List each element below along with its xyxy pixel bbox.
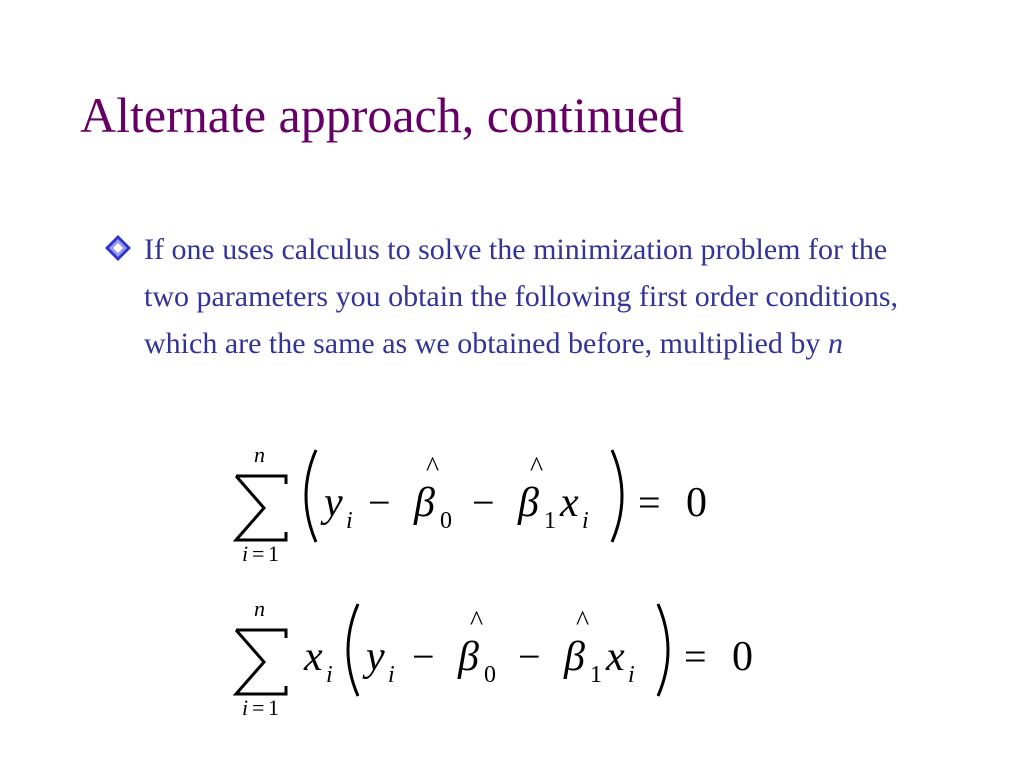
summation-icon xyxy=(236,476,286,540)
sum-upper-limit: n xyxy=(254,442,265,467)
hat-icon: ^ xyxy=(576,606,590,637)
var-beta0: β xyxy=(414,480,435,526)
summation-icon xyxy=(236,630,286,694)
equation-2 xyxy=(228,590,788,730)
right-paren xyxy=(612,450,622,542)
bullet-emphasis: n xyxy=(827,327,843,360)
sum-lower-index: i xyxy=(242,695,249,720)
diamond-bullet-icon xyxy=(104,234,132,262)
minus-sign: − xyxy=(412,634,435,679)
var-beta0-sub: 0 xyxy=(484,662,496,688)
var-beta1: β xyxy=(518,480,539,526)
var-y: y xyxy=(366,634,385,680)
var-beta1-sub: 1 xyxy=(544,508,556,534)
sum-lower-start: 1 xyxy=(268,695,279,720)
bullet-item xyxy=(104,226,964,367)
hat-icon: ^ xyxy=(426,452,440,483)
hat-icon: ^ xyxy=(470,606,484,637)
var-y-sub: i xyxy=(388,662,395,688)
var-x: x xyxy=(560,480,579,526)
var-beta0-sub: 0 xyxy=(440,508,452,534)
sum-lower-equals: = xyxy=(252,695,265,720)
equation-1 xyxy=(228,436,748,576)
minus-sign: − xyxy=(368,480,391,525)
var-beta1: β xyxy=(564,634,585,680)
var-x-sub: i xyxy=(582,508,589,534)
left-paren xyxy=(306,450,316,542)
slide-title: Alternate approach, continued xyxy=(80,87,684,143)
prefix-var-x-sub: i xyxy=(326,662,333,688)
var-beta1-sub: 1 xyxy=(590,662,602,688)
prefix-var-x: x xyxy=(304,634,323,680)
rhs-zero: 0 xyxy=(732,634,753,680)
var-beta0: β xyxy=(458,634,479,680)
minus-sign: − xyxy=(518,634,541,679)
rhs-zero: 0 xyxy=(686,480,707,526)
var-x: x xyxy=(606,634,625,680)
bullet-text xyxy=(144,226,904,367)
left-paren xyxy=(348,604,358,696)
bullet-body: If one uses calculus to solve the minimization problem for the two parameters you obtain the following first order conditions, which are the same as we obtained before, multiplied by xyxy=(144,233,898,360)
sum-lower-start: 1 xyxy=(268,541,279,566)
equals-sign: = xyxy=(638,480,661,525)
hat-icon: ^ xyxy=(530,452,544,483)
sum-lower-index: i xyxy=(242,541,249,566)
var-y: y xyxy=(324,480,343,526)
sum-lower-equals: = xyxy=(252,541,265,566)
var-x-sub: i xyxy=(628,662,635,688)
right-paren xyxy=(658,604,668,696)
minus-sign: − xyxy=(472,480,495,525)
equals-sign: = xyxy=(684,634,707,679)
sum-upper-limit: n xyxy=(254,596,265,621)
var-y-sub: i xyxy=(346,508,353,534)
